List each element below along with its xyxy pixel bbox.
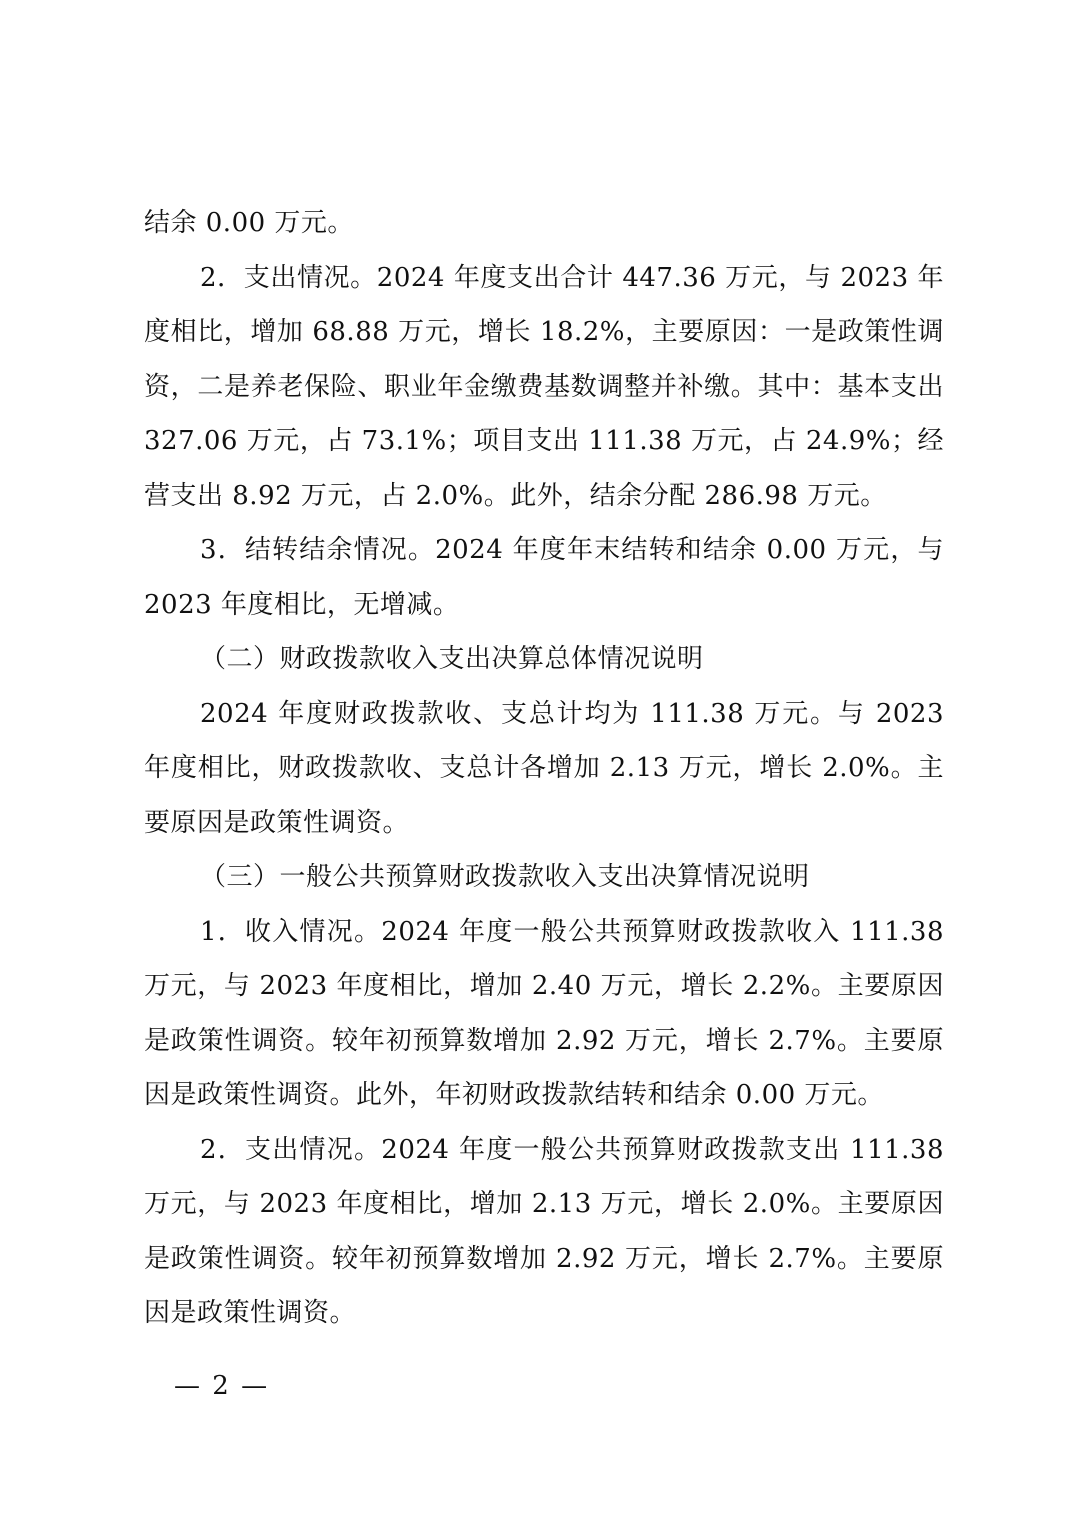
document-body (144, 196, 944, 1341)
paragraph-fiscal-allocation: 2024 年度财政拨款收、支总计均为 111.38 万元。与 2023 年度相比，财政拨款收、支总计各增加 2.13 万元，增长 2.0%。主要原因是政策性调资。 (144, 698, 944, 838)
paragraph-carryover-status: 3．结转结余情况。2024 年度年末结转和结余 0.00 万元，与 2023 年度相比，无增减。 (144, 535, 944, 620)
paragraph-expenditure: 2．支出情况。2024 年度支出合计 447.36 万元，与 2023 年度相比，增加 68.88 万元，增长 18.2%，主要原因：一是政策性调资，二是养老保险、职业年金缴费基数调整并补缴。其中：基本支出 327.06 万元，占 73.1%；项目支出 111.38 万元，占 24.9%；经营支出 8.92 万元，占 2.0%。此外，结余分配 286.98 万元。 (144, 262, 944, 511)
section-heading-general-budget: （三）一般公共预算财政拨款收入支出决算情况说明 (200, 862, 810, 892)
paragraph-general-budget-income: 1．收入情况。2024 年度一般公共预算财政拨款收入 111.38 万元，与 2023 年度相比，增加 2.40 万元，增长 2.2%。主要原因是政策性调资。较年初预算数增加 2.92 万元，增长 2.7%。主要原因是政策性调资。此外，年初财政拨款结转和结余 0.00 万元。 (144, 916, 944, 1110)
paragraph-general-budget-expenditure: 2．支出情况。2024 年度一般公共预算财政拨款支出 111.38 万元，与 2023 年度相比，增加 2.13 万元，增长 2.0%。主要原因是政策性调资。较年初预算数增加 2.92 万元，增长 2.7%。主要原因是政策性调资。 (144, 1134, 944, 1328)
paragraph-carryover-balance: 结余 0.00 万元。 (144, 208, 354, 238)
page-number: — 2 — (174, 1371, 270, 1401)
section-heading-fiscal-allocation: （二）财政拨款收入支出决算总体情况说明 (200, 644, 704, 674)
